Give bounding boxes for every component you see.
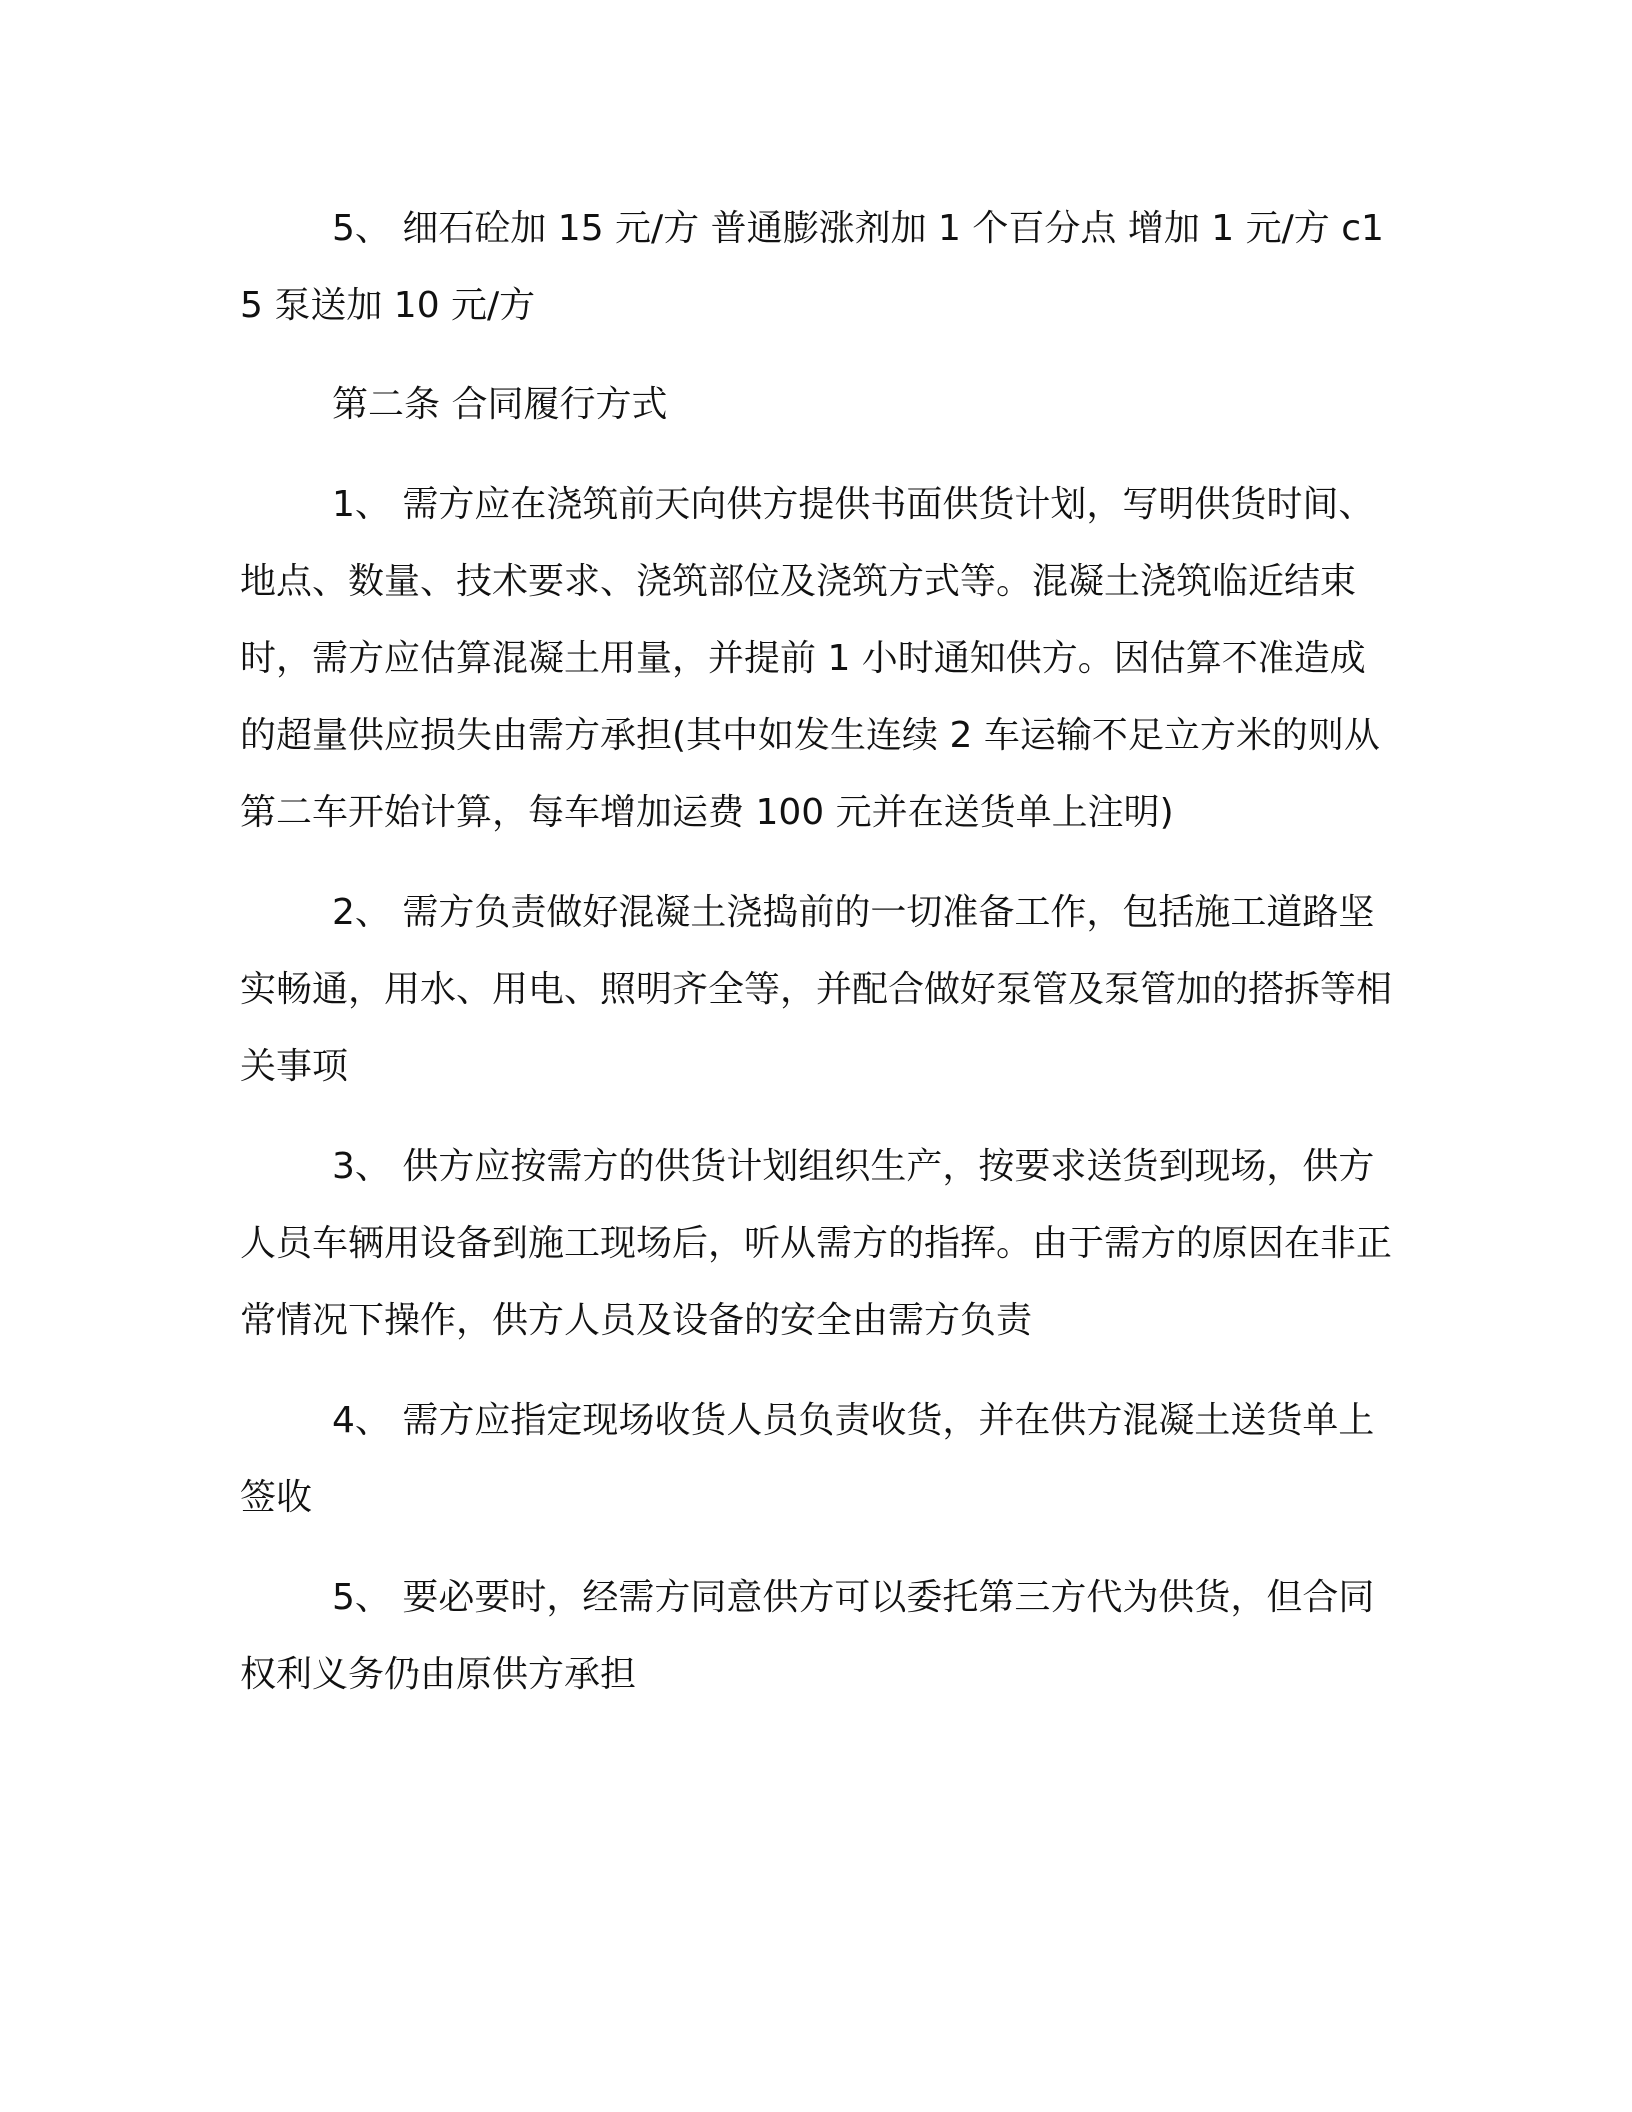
paragraph-2: 1、 需方应在浇筑前天向供方提供书面供货计划，写明供货时间、地点、数量、技术要求、浇筑部位及浇筑方式等。混凝土浇筑临近结束时，需方应估算混凝土用量，并提前 1 小时通知供方。因估算不准造成的超量供应损失由需方承担(其中如发生连续 2 车运输不足立方米的则从第二车开始计算，每车增加运费 100 元并在送货单上注明)	[240, 484, 1380, 833]
document-body	[240, 190, 1400, 1713]
paragraph-6: 5、 要必要时，经需方同意供方可以委托第三方代为供货，但合同权利义务仍由原供方承担	[240, 1577, 1375, 1695]
paragraph-5: 4、 需方应指定现场收货人员负责收货，并在供方混凝土送货单上签收	[240, 1400, 1375, 1518]
paragraph-4: 3、 供方应按需方的供货计划组织生产，按要求送货到现场，供方人员车辆用设备到施工现场后，听从需方的指挥。由于需方的原因在非正常情况下操作，供方人员及设备的安全由需方负责	[240, 1146, 1393, 1341]
paragraph-3: 2、 需方负责做好混凝土浇捣前的一切准备工作，包括施工道路坚实畅通，用水、用电、照明齐全等，并配合做好泵管及泵管加的搭拆等相关事项	[240, 892, 1393, 1087]
paragraph-1: 5、 细石砼加 15 元/方 普通膨涨剂加 1 个百分点 增加 1 元/方 c15 泵送加 10 元/方	[240, 208, 1384, 326]
section-heading: 第二条 合同履行方式	[332, 384, 668, 425]
